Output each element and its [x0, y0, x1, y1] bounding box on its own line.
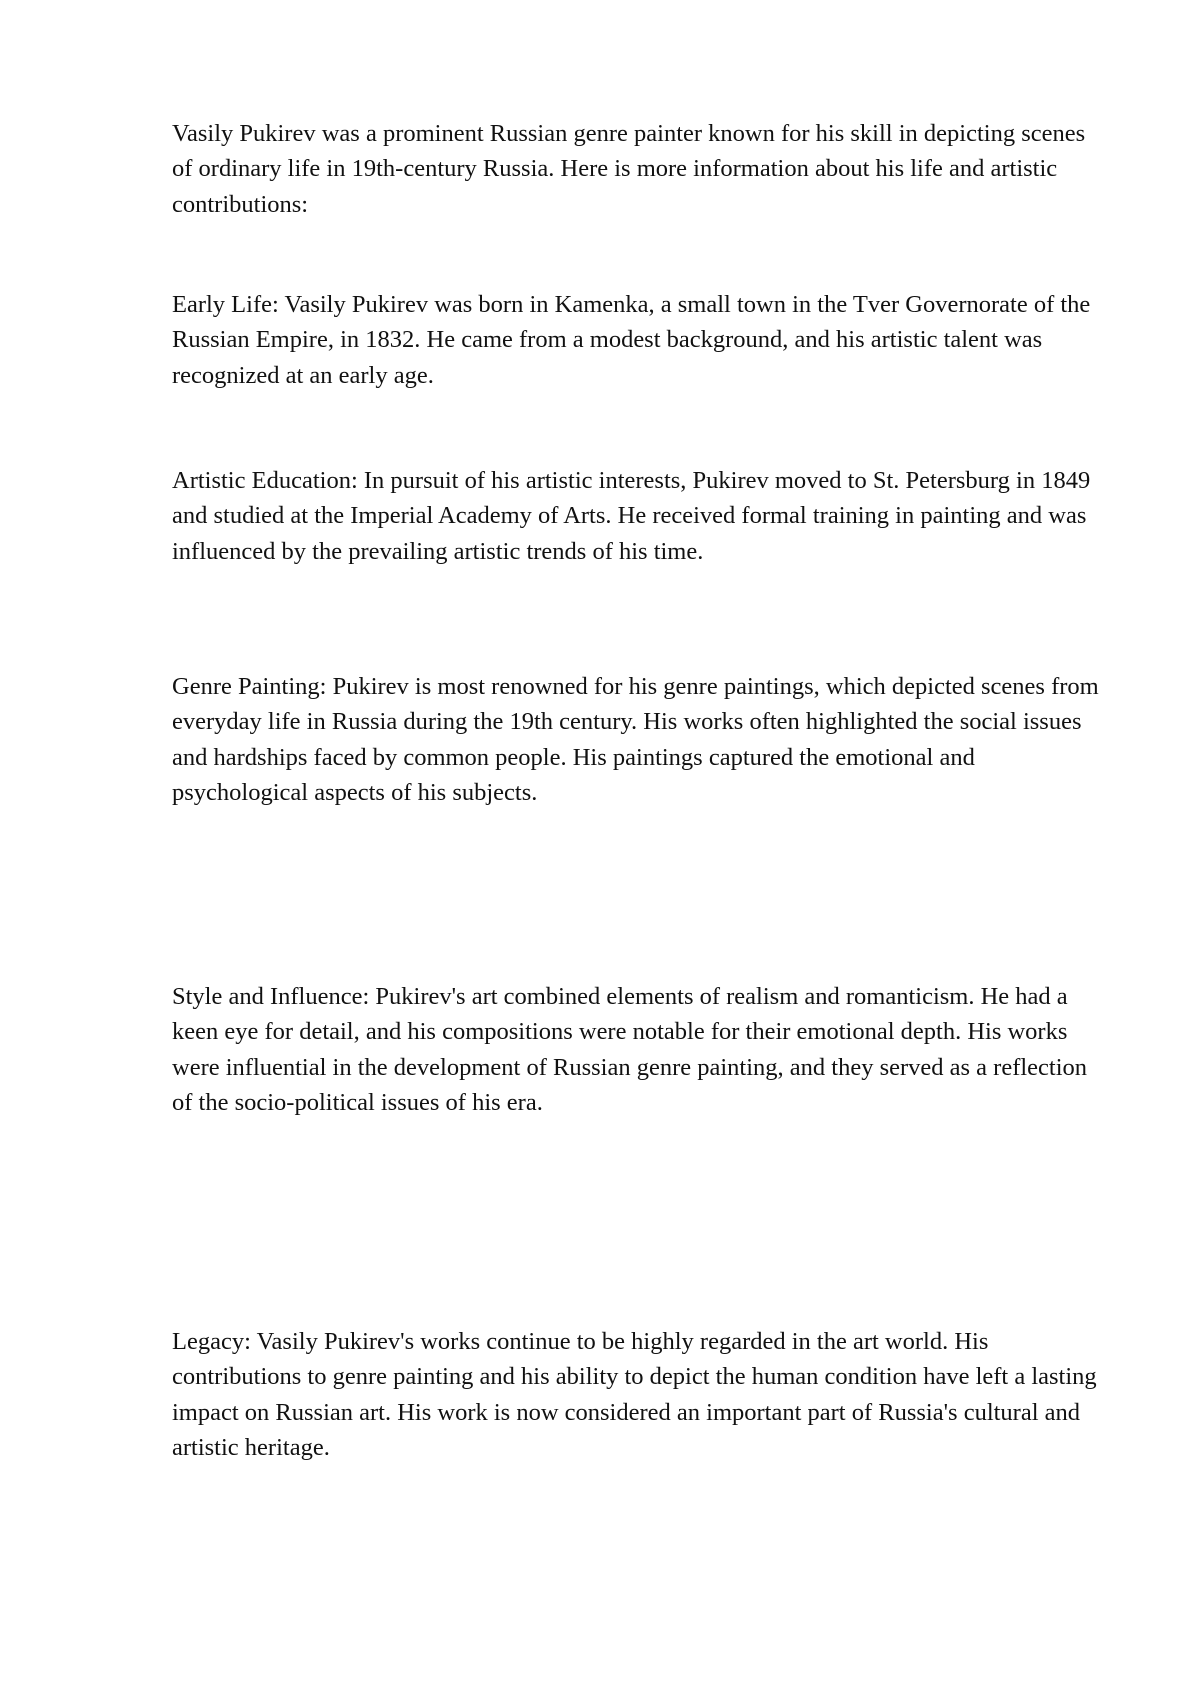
- paragraph-style-and-influence: Style and Influence: Pukirev's art combined elements of realism and romanticism. He had a keen eye for detail, and his compositions were notable for their emotional depth. His works were influential in the development of Russian genre painting, and they served as a reflection of the socio-political issues of his era.: [172, 983, 1088, 1116]
- paragraph-genre-painting: Genre Painting: Pukirev is most renowned for his genre paintings, which depicted scenes from everyday life in Russia during the 19th century. His works often highlighted the social issues and hardships faced by common people. His paintings captured the emotional and psychological aspects of his subjects.: [172, 673, 1099, 806]
- paragraph-artistic-education: Artistic Education: In pursuit of his artistic interests, Pukirev moved to St. Petersburg in 1849 and studied at the Imperial Academy of Arts. He received formal training in painting and was influenced by the prevailing artistic trends of his time.: [172, 467, 1091, 565]
- paragraph-legacy: Legacy: Vasily Pukirev's works continue to be highly regarded in the art world. His contributions to genre painting and his ability to depict the human condition have left a lasting impact on Russian art. His work is now considered an important part of Russia's cultural and artistic heritage.: [172, 1328, 1097, 1461]
- paragraph-early-life: Early Life: Vasily Pukirev was born in Kamenka, a small town in the Tver Governorate of the Russian Empire, in 1832. He came from a modest background, and his artistic talent was recognized at an early age.: [172, 291, 1091, 389]
- paragraph-intro: Vasily Pukirev was a prominent Russian genre painter known for his skill in depicting scenes of ordinary life in 19th-century Russia. Here is more information about his life and artistic contributions:: [172, 120, 1086, 218]
